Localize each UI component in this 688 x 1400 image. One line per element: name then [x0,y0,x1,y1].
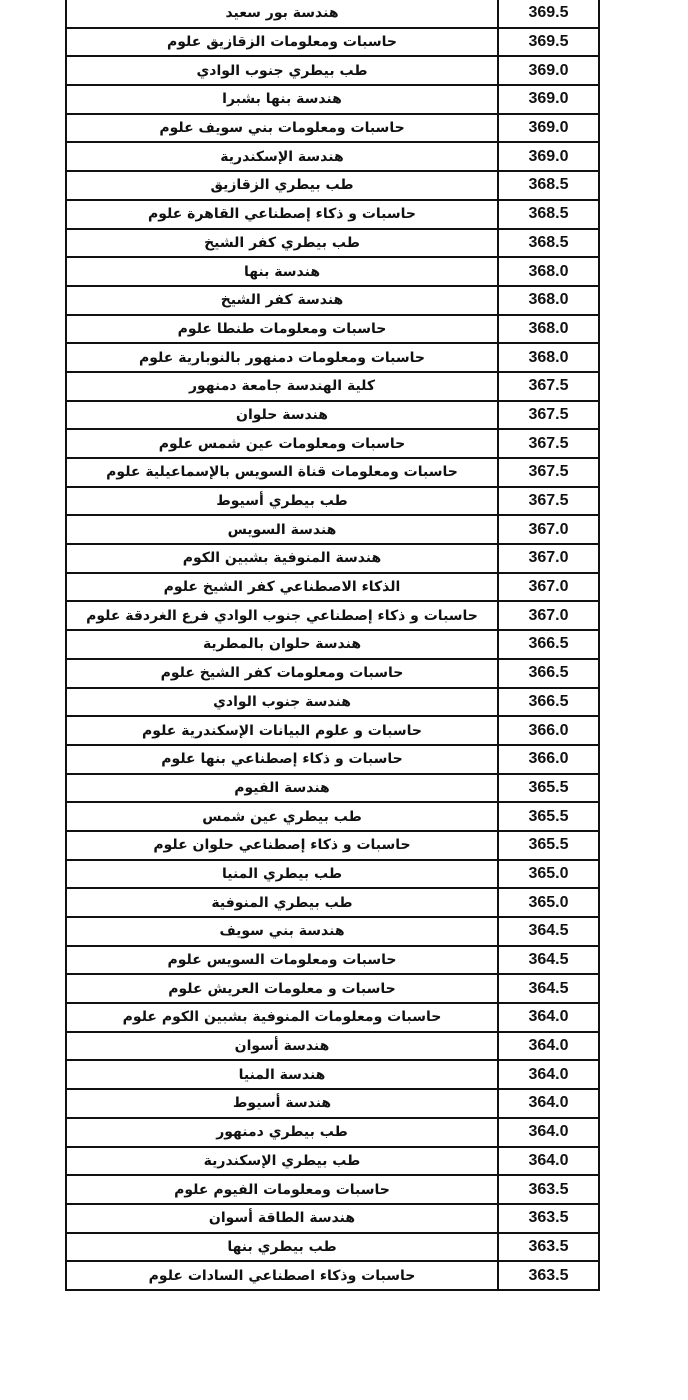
faculty-name: هندسة كفر الشيخ [66,286,498,315]
table-row [66,343,599,372]
faculty-name: طب بيطري الزقازيق [66,171,498,200]
faculty-name: هندسة المنوفية بشبين الكوم [66,544,498,573]
faculty-name: حاسبات و علوم البيانات الإسكندرية علوم [66,716,498,745]
min-score: 367.5 [498,429,599,458]
table-row [66,429,599,458]
min-score: 364.0 [498,1089,599,1118]
table-row [66,200,599,229]
faculty-name: حاسبات ومعلومات طنطا علوم [66,315,498,344]
table-row [66,946,599,975]
min-score: 366.5 [498,630,599,659]
table-row [66,601,599,630]
min-score: 364.5 [498,974,599,1003]
table-row [66,1060,599,1089]
min-score: 369.0 [498,114,599,143]
min-score: 368.5 [498,171,599,200]
min-score: 367.0 [498,515,599,544]
table-row [66,802,599,831]
faculty-name: كلية الهندسة جامعة دمنهور [66,372,498,401]
table-row [66,1261,599,1290]
faculty-name: حاسبات ومعلومات المنوفية بشبين الكوم علوم [66,1003,498,1032]
min-score: 366.0 [498,716,599,745]
table-row [66,0,599,28]
faculty-name: هندسة المنيا [66,1060,498,1089]
table-row [66,860,599,889]
min-score: 368.5 [498,200,599,229]
min-score: 363.5 [498,1175,599,1204]
faculty-name: هندسة بور سعيد [66,0,498,28]
min-score: 364.5 [498,946,599,975]
faculty-name: حاسبات و ذكاء إصطناعي جنوب الوادي فرع الغردقة علوم [66,601,498,630]
faculty-name: حاسبات و معلومات العريش علوم [66,974,498,1003]
min-score: 368.5 [498,229,599,258]
faculty-name: حاسبات و ذكاء إصطناعي حلوان علوم [66,831,498,860]
faculty-name: حاسبات ومعلومات قناة السويس بالإسماعيلية علوم [66,458,498,487]
min-score: 364.5 [498,917,599,946]
min-score: 369.0 [498,142,599,171]
table-row [66,573,599,602]
table-row [66,1118,599,1147]
table-row [66,315,599,344]
table-row [66,1233,599,1262]
table-row [66,487,599,516]
faculty-name: هندسة حلوان [66,401,498,430]
faculty-name: هندسة بني سويف [66,917,498,946]
table-row [66,659,599,688]
table-row [66,544,599,573]
min-score: 365.5 [498,831,599,860]
faculty-name: هندسة الإسكندرية [66,142,498,171]
table-row [66,229,599,258]
faculty-name: هندسة أسوان [66,1032,498,1061]
scores-table [65,0,600,1291]
min-score: 364.0 [498,1003,599,1032]
table-row [66,401,599,430]
faculty-name: هندسة بنها [66,257,498,286]
faculty-name: حاسبات و ذكاء إصطناعي القاهرة علوم [66,200,498,229]
table-row [66,630,599,659]
min-score: 366.5 [498,659,599,688]
table-row [66,917,599,946]
faculty-name: طب بيطري دمنهور [66,1118,498,1147]
min-score: 366.5 [498,688,599,717]
faculty-name: هندسة الفيوم [66,774,498,803]
table-row [66,745,599,774]
min-score: 363.5 [498,1204,599,1233]
faculty-name: حاسبات ومعلومات السويس علوم [66,946,498,975]
faculty-name: طب بيطري بنها [66,1233,498,1262]
faculty-name: حاسبات ومعلومات الزقازيق علوم [66,28,498,57]
table-row [66,142,599,171]
table-row [66,774,599,803]
faculty-name: هندسة بنها بشبرا [66,85,498,114]
table-row [66,888,599,917]
min-score: 365.0 [498,888,599,917]
min-score: 367.0 [498,544,599,573]
faculty-name: حاسبات و ذكاء إصطناعي بنها علوم [66,745,498,774]
min-score: 369.0 [498,85,599,114]
table-row [66,458,599,487]
table-row [66,171,599,200]
min-score: 367.5 [498,372,599,401]
faculty-name: حاسبات ومعلومات بني سويف علوم [66,114,498,143]
min-score: 364.0 [498,1147,599,1176]
table-row [66,974,599,1003]
min-score: 365.0 [498,860,599,889]
table-row [66,114,599,143]
min-score: 367.0 [498,573,599,602]
faculty-name: طب بيطري عين شمس [66,802,498,831]
faculty-name: طب بيطري جنوب الوادي [66,56,498,85]
table-row [66,56,599,85]
min-score: 368.0 [498,286,599,315]
scores-table-body [66,0,599,1290]
min-score: 363.5 [498,1261,599,1290]
table-row [66,372,599,401]
min-score: 364.0 [498,1060,599,1089]
faculty-name: حاسبات ومعلومات الفيوم علوم [66,1175,498,1204]
min-score: 369.0 [498,56,599,85]
table-row [66,831,599,860]
min-score: 369.5 [498,0,599,28]
min-score: 368.0 [498,315,599,344]
min-score: 363.5 [498,1233,599,1262]
table-row [66,515,599,544]
min-score: 367.5 [498,401,599,430]
min-score: 366.0 [498,745,599,774]
table-row [66,1175,599,1204]
table-row [66,688,599,717]
min-score: 369.5 [498,28,599,57]
table-row [66,1204,599,1233]
min-score: 367.5 [498,458,599,487]
faculty-name: الذكاء الاصطناعي كفر الشيخ علوم [66,573,498,602]
faculty-name: هندسة حلوان بالمطرية [66,630,498,659]
faculty-name: طب بيطري أسيوط [66,487,498,516]
table-row [66,257,599,286]
faculty-name: هندسة أسيوط [66,1089,498,1118]
min-score: 368.0 [498,343,599,372]
table-row [66,85,599,114]
faculty-name: هندسة الطاقة أسوان [66,1204,498,1233]
table-row [66,1089,599,1118]
min-score: 365.5 [498,774,599,803]
min-score: 367.5 [498,487,599,516]
table-row [66,1147,599,1176]
faculty-name: حاسبات ومعلومات دمنهور بالنوبارية علوم [66,343,498,372]
faculty-name: حاسبات ومعلومات كفر الشيخ علوم [66,659,498,688]
table-row [66,716,599,745]
min-score: 365.5 [498,802,599,831]
min-score: 367.0 [498,601,599,630]
min-score: 364.0 [498,1118,599,1147]
table-row [66,28,599,57]
faculty-name: طب بيطري الإسكندرية [66,1147,498,1176]
min-score: 368.0 [498,257,599,286]
faculty-name: طب بيطري المنوفية [66,888,498,917]
faculty-name: هندسة جنوب الوادي [66,688,498,717]
table-row [66,1032,599,1061]
faculty-name: هندسة السويس [66,515,498,544]
faculty-name: طب بيطري المنيا [66,860,498,889]
faculty-name: طب بيطري كفر الشيخ [66,229,498,258]
table-row [66,1003,599,1032]
min-score: 364.0 [498,1032,599,1061]
table-row [66,286,599,315]
faculty-name: حاسبات ومعلومات عين شمس علوم [66,429,498,458]
faculty-name: حاسبات وذكاء اصطناعي السادات علوم [66,1261,498,1290]
